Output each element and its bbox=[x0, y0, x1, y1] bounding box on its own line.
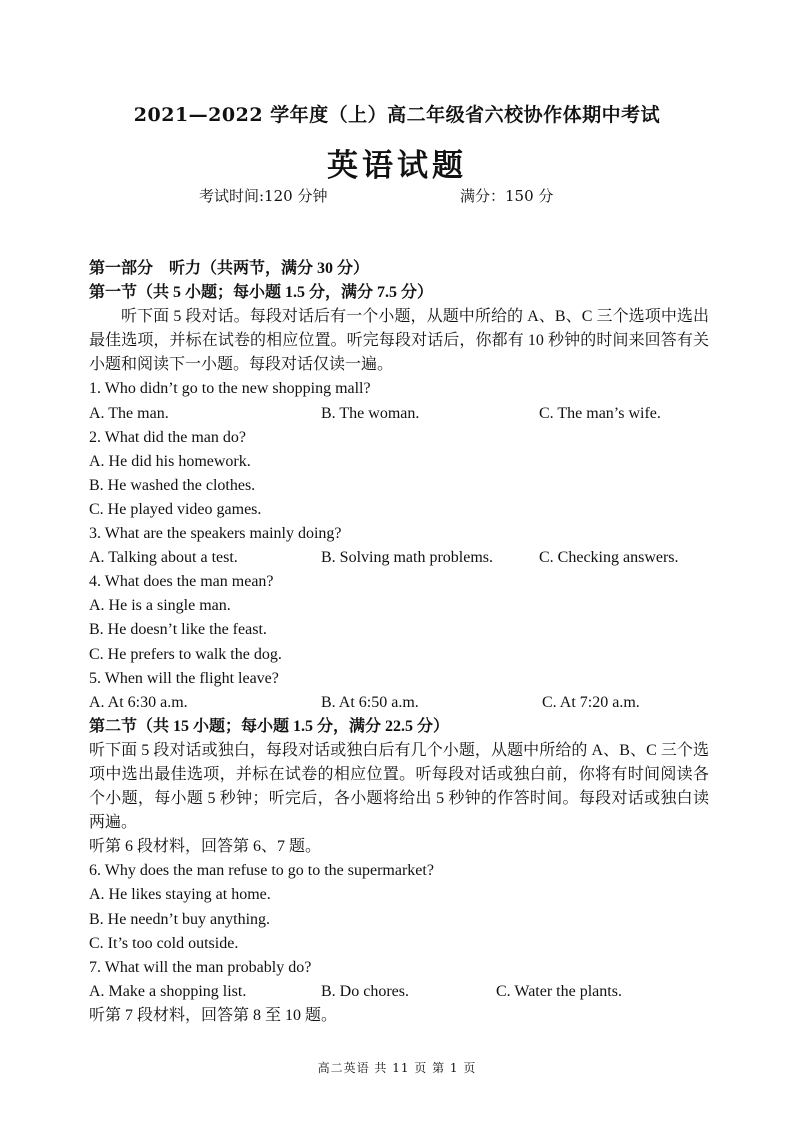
question-text: 1. Who didn’t go to the new shopping mall? bbox=[89, 380, 371, 398]
option-c: C. Checking answers. bbox=[539, 549, 679, 567]
question-text: 4. What does the man mean? bbox=[89, 573, 274, 591]
exam-time: 考试时间:120 分钟 bbox=[199, 187, 328, 205]
section-title: 第二节（共 15 小题；每小题 1.5 分，满分 22.5 分） bbox=[89, 717, 450, 735]
option-b: B. At 6:50 a.m. bbox=[321, 693, 419, 711]
option-c: C. At 7:20 a.m. bbox=[542, 693, 640, 711]
question-text: 2. What did the man do? bbox=[89, 428, 246, 446]
question-text: 3. What are the speakers mainly doing? bbox=[89, 525, 342, 543]
option-a: A. Talking about a test. bbox=[89, 549, 238, 567]
option-a: A. Make a shopping list. bbox=[89, 982, 247, 1000]
subject-title: 英语试题 bbox=[327, 148, 467, 184]
material-note: 听第 6 段材料，回答第 6、7 题。 bbox=[89, 838, 322, 856]
option-b: B. Do chores. bbox=[321, 982, 409, 1000]
exam-score: 满分：150 分 bbox=[460, 187, 554, 205]
part-title: 第一部分 听力（共两节，满分 30 分） bbox=[89, 260, 370, 277]
exam-body bbox=[89, 257, 709, 1028]
option-a: A. He is a single man. bbox=[89, 597, 231, 615]
option-b: B. The woman. bbox=[321, 404, 420, 422]
option-c: C. He played video games. bbox=[89, 500, 262, 518]
option-c: C. Water the plants. bbox=[496, 982, 622, 1000]
option-a: A. The man. bbox=[89, 404, 169, 422]
material-note: 听第 7 段材料，回答第 8 至 10 题。 bbox=[89, 1006, 338, 1024]
option-b: B. He needn’t buy anything. bbox=[89, 910, 271, 928]
option-c: C. It’s too cold outside. bbox=[89, 934, 239, 952]
option-c: C. The man’s wife. bbox=[539, 404, 661, 422]
option-a: A. At 6:30 a.m. bbox=[89, 693, 188, 711]
option-b: B. He washed the clothes. bbox=[89, 476, 256, 494]
option-row bbox=[89, 980, 709, 1004]
option-c: C. He prefers to walk the dog. bbox=[89, 645, 282, 663]
question-text: 6. Why does the man refuse to go to the supermarket? bbox=[89, 862, 434, 880]
option-a: A. He did his homework. bbox=[89, 452, 251, 470]
option-row bbox=[89, 546, 709, 570]
exam-title: 2021—2022 学年度（上）高二年级省六校协作体期中考试 bbox=[133, 104, 661, 126]
option-row bbox=[89, 691, 709, 715]
option-b: B. He doesn’t like the feast. bbox=[89, 621, 267, 639]
question-text: 5. When will the flight leave? bbox=[89, 669, 279, 687]
section-instructions: 听下面 5 段对话。每段对话后有一个小题，从题中所给的 A、B、C 三个选项中选出最佳选项，并标在试卷的相应位置。听完每段对话后，你都有 10 秒钟的时间来回答有关小题和阅读下一小题。每段对话仅读一遍。 bbox=[89, 308, 709, 374]
question-text: 7. What will the man probably do? bbox=[89, 958, 312, 976]
section-title: 第一节（共 5 小题；每小题 1.5 分，满分 7.5 分） bbox=[89, 284, 434, 302]
option-row bbox=[89, 402, 709, 426]
section-instructions: 听下面 5 段对话或独白，每段对话或独白后有几个小题，从题中所给的 A、B、C 三个选项中选出最佳选项，并标在试卷的相应位置。听每段对话或独白前，你将有时间阅读各个小题，每小题 5 秒钟；听完后，各小题将给出 5 秒钟的作答时间。每段对话或独白读两遍。 bbox=[89, 741, 709, 832]
option-a: A. He likes staying at home. bbox=[89, 886, 271, 904]
option-b: B. Solving math problems. bbox=[321, 549, 493, 567]
page-footer: 高二英语 共 11 页 第 1 页 bbox=[317, 1061, 477, 1075]
